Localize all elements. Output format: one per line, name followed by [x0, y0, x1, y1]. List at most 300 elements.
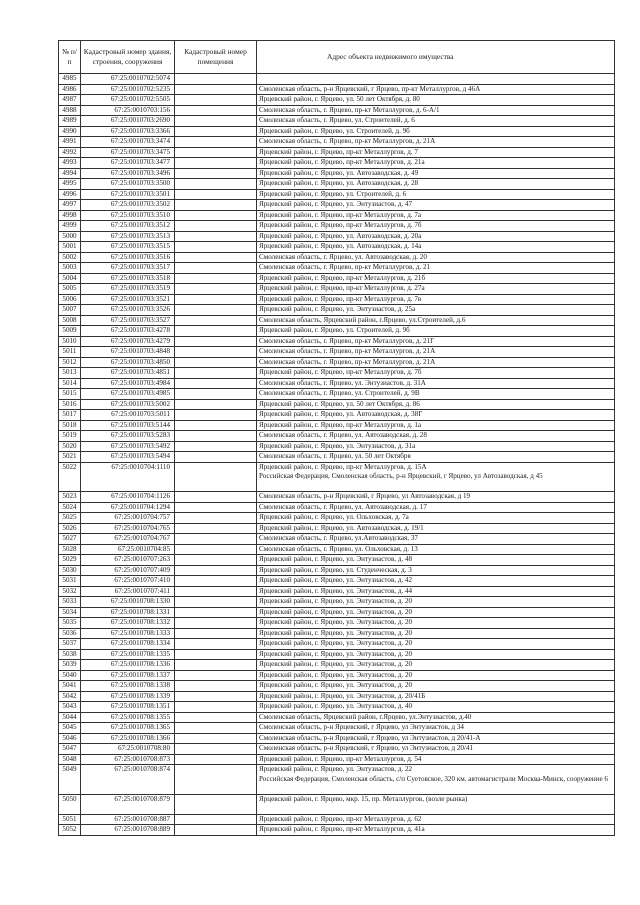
premises-cadastral-number	[175, 242, 257, 253]
object-address: Ярцевский район, г. Ярцево, ул. 50 лет Октября, д. 86	[257, 399, 615, 410]
row-number: 5002	[59, 252, 81, 263]
table-row	[59, 137, 615, 148]
building-cadastral-number: 67:25:0010703:2690	[81, 116, 175, 127]
building-cadastral-number: 67:25:0010703:3477	[81, 158, 175, 169]
row-number: 5014	[59, 378, 81, 389]
row-number: 5036	[59, 628, 81, 639]
row-number: 5040	[59, 670, 81, 681]
row-number: 5003	[59, 263, 81, 274]
premises-cadastral-number	[175, 441, 257, 452]
object-address: Смоленская область, г. Ярцево, ул.Автозаводская, 37	[257, 534, 615, 545]
table-row	[59, 765, 615, 795]
premises-cadastral-number	[175, 702, 257, 713]
object-address: Смоленская область, р-н Ярцевский, г Ярцево, ул Энтузиастов, д 34	[257, 723, 615, 734]
object-address: Ярцевский район, г. Ярцево, ул. Энтузиастов, д. 20	[257, 607, 615, 618]
premises-cadastral-number	[175, 513, 257, 524]
building-cadastral-number: 67:25:0010703:3526	[81, 305, 175, 316]
row-number: 4997	[59, 200, 81, 211]
row-number: 5026	[59, 523, 81, 534]
object-address: Ярцевский район, г. Ярцево, ул. Автозаводская, д. 38Г	[257, 410, 615, 421]
building-cadastral-number: 67:25:0010707:410	[81, 576, 175, 587]
premises-cadastral-number	[175, 263, 257, 274]
table-row	[59, 315, 615, 326]
building-cadastral-number: 67:25:0010703:3521	[81, 294, 175, 305]
row-number: 4991	[59, 137, 81, 148]
table-row	[59, 399, 615, 410]
header-building-cadastral: Кадастровый номер здания, строения, сооружения	[81, 41, 175, 74]
row-number: 5039	[59, 660, 81, 671]
object-address: Ярцевский район, г. Ярцево, ул. Энтузиастов, д. 20	[257, 681, 615, 692]
premises-cadastral-number	[175, 284, 257, 295]
premises-cadastral-number	[175, 452, 257, 463]
premises-cadastral-number	[175, 210, 257, 221]
row-number: 5020	[59, 441, 81, 452]
table-row	[59, 814, 615, 825]
object-address: Ярцевский район, г. Ярцево, пр-кт Металлургов, д. 15А Российская Федерация, Смоленская область, р-н Ярцевский, г Ярцево, ул Автозаводская, д 45	[257, 462, 615, 492]
row-number: 5041	[59, 681, 81, 692]
premises-cadastral-number	[175, 389, 257, 400]
object-address: Ярцевский район, г. Ярцево, ул. Ольховская, д. 7а	[257, 513, 615, 524]
table-header	[59, 41, 615, 74]
table-row	[59, 597, 615, 608]
row-number: 5045	[59, 723, 81, 734]
object-address: Смоленская область, г. Ярцево, ул. Автозаводская, д. 28	[257, 431, 615, 442]
building-cadastral-number: 67:25:0010703:4985	[81, 389, 175, 400]
building-cadastral-number: 67:25:0010708:1334	[81, 639, 175, 650]
table-row	[59, 357, 615, 368]
table-row	[59, 628, 615, 639]
row-number: 5047	[59, 744, 81, 755]
row-number: 5038	[59, 649, 81, 660]
premises-cadastral-number	[175, 126, 257, 137]
object-address: Смоленская область, г. Ярцево, ул. Ольховская, д. 13	[257, 544, 615, 555]
row-number: 4990	[59, 126, 81, 137]
row-number: 5001	[59, 242, 81, 253]
building-cadastral-number: 67:25:0010703:5492	[81, 441, 175, 452]
table-row	[59, 210, 615, 221]
table-row	[59, 618, 615, 629]
premises-cadastral-number	[175, 639, 257, 650]
table-row	[59, 794, 615, 814]
row-number: 5006	[59, 294, 81, 305]
row-number: 4986	[59, 84, 81, 95]
table-row	[59, 534, 615, 545]
row-number: 5048	[59, 754, 81, 765]
premises-cadastral-number	[175, 431, 257, 442]
object-address: Ярцевский район, г. Ярцево, ул. Энтузиастов, д. 20/41Б	[257, 691, 615, 702]
object-address: Смоленская область, г. Ярцево, пр-кт Металлургов, д. 21А	[257, 137, 615, 148]
object-address: Ярцевский район, г. Ярцево, ул. Энтузиастов, д. 20	[257, 618, 615, 629]
building-cadastral-number: 67:25:0010708:1336	[81, 660, 175, 671]
object-address: Смоленская область, г. Ярцево, ул. Строителей, д. 6	[257, 116, 615, 127]
building-cadastral-number: 67:25:0010708:1351	[81, 702, 175, 713]
building-cadastral-number: 67:25:0010703:3513	[81, 231, 175, 242]
building-cadastral-number: 67:25:0010703:3496	[81, 168, 175, 179]
building-cadastral-number: 67:25:0010708:1330	[81, 597, 175, 608]
building-cadastral-number: 67:25:0010703:3512	[81, 221, 175, 232]
row-number: 5013	[59, 368, 81, 379]
building-cadastral-number: 67:25:0010708:1337	[81, 670, 175, 681]
premises-cadastral-number	[175, 565, 257, 576]
table-row	[59, 670, 615, 681]
row-number: 5024	[59, 502, 81, 513]
building-cadastral-number: 67:25:0010708:1338	[81, 681, 175, 692]
building-cadastral-number: 67:25:0010703:3366	[81, 126, 175, 137]
row-number: 5028	[59, 544, 81, 555]
row-number: 5052	[59, 825, 81, 836]
row-number: 4999	[59, 221, 81, 232]
building-cadastral-number: 67:25:0010703:4279	[81, 336, 175, 347]
premises-cadastral-number	[175, 200, 257, 211]
premises-cadastral-number	[175, 754, 257, 765]
row-number: 5032	[59, 586, 81, 597]
table-row	[59, 691, 615, 702]
object-address	[257, 74, 615, 85]
building-cadastral-number: 67:25:0010707:263	[81, 555, 175, 566]
building-cadastral-number: 67:25:0010708:874	[81, 765, 175, 795]
object-address: Смоленская область, р-н Ярцевский, г Ярцево, ул Энтузиастов, д 20/41-А	[257, 733, 615, 744]
table-row	[59, 660, 615, 671]
premises-cadastral-number	[175, 420, 257, 431]
premises-cadastral-number	[175, 347, 257, 358]
object-address: Смоленская область, г. Ярцево, ул. Автозаводская, д. 17	[257, 502, 615, 513]
row-number: 5008	[59, 315, 81, 326]
row-number: 5011	[59, 347, 81, 358]
premises-cadastral-number	[175, 168, 257, 179]
table-row	[59, 189, 615, 200]
object-address: Ярцевский район, г. Ярцево, ул. Автозаводская, д. 49	[257, 168, 615, 179]
object-address: Смоленская область, г. Ярцево, пр-кт Металлургов, д. 21Г	[257, 336, 615, 347]
building-cadastral-number: 67:25:0010703:3515	[81, 242, 175, 253]
table-row	[59, 179, 615, 190]
table-row	[59, 565, 615, 576]
table-row	[59, 263, 615, 274]
premises-cadastral-number	[175, 794, 257, 814]
row-number: 5009	[59, 326, 81, 337]
row-number: 5050	[59, 794, 81, 814]
premises-cadastral-number	[175, 378, 257, 389]
building-cadastral-number: 67:25:0010703:3510	[81, 210, 175, 221]
object-address: Ярцевский район, г. Ярцево, ул. Автозаводская, д. 19/1	[257, 523, 615, 534]
object-address: Ярцевский район, г. Ярцево, пр-кт Металлургов, д. 41а	[257, 825, 615, 836]
row-number: 5046	[59, 733, 81, 744]
premises-cadastral-number	[175, 733, 257, 744]
premises-cadastral-number	[175, 628, 257, 639]
row-number: 5022	[59, 462, 81, 492]
building-cadastral-number: 67:25:0010708:1355	[81, 712, 175, 723]
row-number: 4994	[59, 168, 81, 179]
object-address: Ярцевский район, г. Ярцево, пр-кт Металлургов, д. 21а	[257, 158, 615, 169]
object-address: Смоленская область, г. Ярцево, ул. Строителей, д. 9В	[257, 389, 615, 400]
row-number: 5042	[59, 691, 81, 702]
table-row	[59, 126, 615, 137]
row-number: 5012	[59, 357, 81, 368]
table-row	[59, 754, 615, 765]
premises-cadastral-number	[175, 744, 257, 755]
header-premises-cadastral: Кадастровый номер помещения	[175, 41, 257, 74]
row-number: 5007	[59, 305, 81, 316]
table-row	[59, 544, 615, 555]
premises-cadastral-number	[175, 137, 257, 148]
premises-cadastral-number	[175, 336, 257, 347]
table-row	[59, 523, 615, 534]
building-cadastral-number: 67:25:0010708:1335	[81, 649, 175, 660]
table-row	[59, 200, 615, 211]
building-cadastral-number: 67:25:0010703:3502	[81, 200, 175, 211]
row-number: 5029	[59, 555, 81, 566]
building-cadastral-number: 67:25:0010707:409	[81, 565, 175, 576]
table-row	[59, 420, 615, 431]
object-address: Ярцевский район, г. Ярцево, ул. Автозаводская, д. 20а	[257, 231, 615, 242]
property-table	[58, 40, 615, 836]
building-cadastral-number: 67:25:0010703:4851	[81, 368, 175, 379]
object-address: Смоленская область, г. Ярцево, пр-кт Металлургов, д. 21А	[257, 347, 615, 358]
row-number: 5018	[59, 420, 81, 431]
row-number: 5019	[59, 431, 81, 442]
building-cadastral-number: 67:25:0010703:3475	[81, 147, 175, 158]
table-row	[59, 410, 615, 421]
object-address: Ярцевский район, г. Ярцево, пр-кт Металлургов, д. 1а	[257, 420, 615, 431]
building-cadastral-number: 67:25:0010703:3518	[81, 273, 175, 284]
row-number: 5027	[59, 534, 81, 545]
object-address: Смоленская область, Ярцевский район, г.Ярцево, ул.Строителей, д.6	[257, 315, 615, 326]
building-cadastral-number: 67:25:0010704:765	[81, 523, 175, 534]
table-row	[59, 84, 615, 95]
building-cadastral-number: 67:25:0010703:5494	[81, 452, 175, 463]
table-row	[59, 147, 615, 158]
object-address: Смоленская область, г. Ярцево, ул. 50 лет Октября	[257, 452, 615, 463]
premises-cadastral-number	[175, 534, 257, 545]
table-row	[59, 462, 615, 492]
premises-cadastral-number	[175, 74, 257, 85]
table-row	[59, 586, 615, 597]
object-address: Ярцевский район, г. Ярцево, пр-кт Металлургов, д. 7а	[257, 210, 615, 221]
table-row	[59, 712, 615, 723]
row-number: 5015	[59, 389, 81, 400]
row-number: 4988	[59, 105, 81, 116]
row-number: 5021	[59, 452, 81, 463]
premises-cadastral-number	[175, 712, 257, 723]
row-number: 4989	[59, 116, 81, 127]
object-address: Ярцевский район, г. Ярцево, ул. Энтузиастов, д. 31а	[257, 441, 615, 452]
row-number: 5010	[59, 336, 81, 347]
table-row	[59, 74, 615, 85]
building-cadastral-number: 67:25:0010703:4850	[81, 357, 175, 368]
object-address: Смоленская область, р-н Ярцевский, г Ярцево, ул Энтузиастов, д 20/41	[257, 744, 615, 755]
premises-cadastral-number	[175, 670, 257, 681]
object-address: Ярцевский район, г. Ярцево, ул. Энтузиастов, д. 44	[257, 586, 615, 597]
object-address: Ярцевский район, г. Ярцево, ул. Автозаводская, д. 28	[257, 179, 615, 190]
building-cadastral-number: 67:25:0010707:411	[81, 586, 175, 597]
object-address: Ярцевский район, г. Ярцево, пр-кт Металлургов, д. 7в	[257, 294, 615, 305]
table-row	[59, 825, 615, 836]
building-cadastral-number: 67:25:0010703:3501	[81, 189, 175, 200]
row-number: 5025	[59, 513, 81, 524]
table-row	[59, 639, 615, 650]
premises-cadastral-number	[175, 399, 257, 410]
row-number: 4992	[59, 147, 81, 158]
object-address: Смоленская область, р-н Ярцевский, г Ярцево, ул Автозаводская, д 19	[257, 492, 615, 503]
premises-cadastral-number	[175, 326, 257, 337]
object-address: Ярцевский район, г. Ярцево, пр-кт Металлургов, д. 27а	[257, 284, 615, 295]
object-address: Смоленская область, Ярцевский район, г.Ярцево, ул.Энтузиастов, д.40	[257, 712, 615, 723]
row-number: 5030	[59, 565, 81, 576]
premises-cadastral-number	[175, 765, 257, 795]
building-cadastral-number: 67:25:0010708:873	[81, 754, 175, 765]
row-number: 5037	[59, 639, 81, 650]
building-cadastral-number: 67:25:0010703:3517	[81, 263, 175, 274]
building-cadastral-number: 67:25:0010704:1294	[81, 502, 175, 513]
row-number: 5016	[59, 399, 81, 410]
row-number: 4993	[59, 158, 81, 169]
premises-cadastral-number	[175, 305, 257, 316]
row-number: 5023	[59, 492, 81, 503]
table-row	[59, 502, 615, 513]
premises-cadastral-number	[175, 231, 257, 242]
object-address: Смоленская область, г. Ярцево, ул. Автозаводская, д. 20	[257, 252, 615, 263]
premises-cadastral-number	[175, 691, 257, 702]
premises-cadastral-number	[175, 158, 257, 169]
table-row	[59, 158, 615, 169]
premises-cadastral-number	[175, 544, 257, 555]
premises-cadastral-number	[175, 660, 257, 671]
object-address: Ярцевский район, г. Ярцево, пр-кт Металлургов, д. 7б	[257, 221, 615, 232]
building-cadastral-number: 67:25:0010703:3500	[81, 179, 175, 190]
row-number: 5000	[59, 231, 81, 242]
premises-cadastral-number	[175, 179, 257, 190]
building-cadastral-number: 67:25:0010703:4848	[81, 347, 175, 358]
building-cadastral-number: 67:25:0010703:3516	[81, 252, 175, 263]
table-row	[59, 252, 615, 263]
table-row	[59, 242, 615, 253]
building-cadastral-number: 67:25:0010703:4278	[81, 326, 175, 337]
building-cadastral-number: 67:25:0010708:1332	[81, 618, 175, 629]
table-row	[59, 555, 615, 566]
object-address: Ярцевский район, г. Ярцево, ул. Энтузиастов, д. 47	[257, 200, 615, 211]
object-address: Смоленская область, г. Ярцево, пр-кт Металлургов, д. 6-А/1	[257, 105, 615, 116]
building-cadastral-number: 67:25:0010703:5144	[81, 420, 175, 431]
building-cadastral-number: 67:25:0010702:5074	[81, 74, 175, 85]
object-address: Ярцевский район, г. Ярцево, пр-кт Металлургов, д. 7	[257, 147, 615, 158]
object-address: Ярцевский район, г. Ярцево, ул. Энтузиастов, д. 40	[257, 702, 615, 713]
premises-cadastral-number	[175, 221, 257, 232]
building-cadastral-number: 67:25:0010708:889	[81, 825, 175, 836]
table-row	[59, 116, 615, 127]
building-cadastral-number: 67:25:0010704:85	[81, 544, 175, 555]
premises-cadastral-number	[175, 723, 257, 734]
object-address: Ярцевский район, г. Ярцево, пр-кт Металлургов, д. 7б	[257, 368, 615, 379]
object-address: Ярцевский район, г. Ярцево, ул. Энтузиастов, д. 20	[257, 670, 615, 681]
table-row	[59, 492, 615, 503]
premises-cadastral-number	[175, 315, 257, 326]
table-row	[59, 681, 615, 692]
object-address: Ярцевский район, г. Ярцево, мкр. 15, пр. Металлургов, (возле рынка)	[257, 794, 615, 814]
premises-cadastral-number	[175, 649, 257, 660]
table-row	[59, 368, 615, 379]
building-cadastral-number: 67:25:0010708:879	[81, 794, 175, 814]
building-cadastral-number: 67:25:0010703:5002	[81, 399, 175, 410]
premises-cadastral-number	[175, 357, 257, 368]
table-row	[59, 733, 615, 744]
building-cadastral-number: 67:25:0010703:156	[81, 105, 175, 116]
premises-cadastral-number	[175, 607, 257, 618]
row-number: 5044	[59, 712, 81, 723]
building-cadastral-number: 67:25:0010703:3519	[81, 284, 175, 295]
row-number: 5035	[59, 618, 81, 629]
building-cadastral-number: 67:25:0010708:80	[81, 744, 175, 755]
building-cadastral-number: 67:25:0010704:757	[81, 513, 175, 524]
object-address: Ярцевский район, г. Ярцево, ул. Энтузиастов, д. 20	[257, 639, 615, 650]
table-row	[59, 378, 615, 389]
object-address: Ярцевский район, г. Ярцево, ул. Строителей, д. 9б	[257, 326, 615, 337]
building-cadastral-number: 67:25:0010708:1339	[81, 691, 175, 702]
table-row	[59, 221, 615, 232]
object-address: Ярцевский район, г. Ярцево, ул. Энтузиастов, д. 20	[257, 660, 615, 671]
premises-cadastral-number	[175, 681, 257, 692]
object-address: Ярцевский район, г. Ярцево, ул. Студенческая, д. 3	[257, 565, 615, 576]
building-cadastral-number: 67:25:0010702:5505	[81, 95, 175, 106]
premises-cadastral-number	[175, 95, 257, 106]
building-cadastral-number: 67:25:0010704:1126	[81, 492, 175, 503]
premises-cadastral-number	[175, 586, 257, 597]
object-address: Ярцевский район, г. Ярцево, ул. Энтузиастов, д. 20	[257, 649, 615, 660]
table-row	[59, 168, 615, 179]
object-address: Ярцевский район, г. Ярцево, ул. Энтузиастов, д. 22 Российская Федерация, Смоленская область, с/п Суетовское, 320 км. автомагистрали Москва-Минск, сооружение 6	[257, 765, 615, 795]
building-cadastral-number: 67:25:0010708:1366	[81, 733, 175, 744]
premises-cadastral-number	[175, 825, 257, 836]
table-row	[59, 231, 615, 242]
premises-cadastral-number	[175, 492, 257, 503]
object-address: Ярцевский район, г. Ярцево, ул. Строителей, д. 9б	[257, 126, 615, 137]
object-address: Ярцевский район, г. Ярцево, ул. Энтузиастов, д. 42	[257, 576, 615, 587]
row-number: 5051	[59, 814, 81, 825]
premises-cadastral-number	[175, 105, 257, 116]
table-row	[59, 441, 615, 452]
object-address: Смоленская область, г. Ярцево, пр-кт Металлургов, д. 21	[257, 263, 615, 274]
premises-cadastral-number	[175, 576, 257, 587]
table-row	[59, 294, 615, 305]
object-address: Ярцевский район, г. Ярцево, пр-кт Металлургов, д. 62	[257, 814, 615, 825]
property-register-sheet	[58, 40, 614, 836]
premises-cadastral-number	[175, 618, 257, 629]
table-row	[59, 607, 615, 618]
premises-cadastral-number	[175, 252, 257, 263]
object-address: Ярцевский район, г. Ярцево, ул. 50 лет Октября, д. 80	[257, 95, 615, 106]
premises-cadastral-number	[175, 147, 257, 158]
row-number: 4998	[59, 210, 81, 221]
table-body	[59, 74, 615, 836]
table-row	[59, 576, 615, 587]
object-address: Ярцевский район, г. Ярцево, ул. Энтузиастов, д. 48	[257, 555, 615, 566]
table-row	[59, 326, 615, 337]
building-cadastral-number: 67:25:0010703:3527	[81, 315, 175, 326]
table-row	[59, 702, 615, 713]
premises-cadastral-number	[175, 189, 257, 200]
row-number: 5017	[59, 410, 81, 421]
object-address: Смоленская область, г. Ярцево, ул. Энтузиастов, д. 31А	[257, 378, 615, 389]
building-cadastral-number: 67:25:0010703:4984	[81, 378, 175, 389]
premises-cadastral-number	[175, 814, 257, 825]
table-row	[59, 347, 615, 358]
table-row	[59, 336, 615, 347]
building-cadastral-number: 67:25:0010703:3474	[81, 137, 175, 148]
table-row	[59, 305, 615, 316]
building-cadastral-number: 67:25:0010708:1333	[81, 628, 175, 639]
object-address: Ярцевский район, г. Ярцево, ул. Энтузиастов, д. 20	[257, 628, 615, 639]
object-address: Ярцевский район, г. Ярцево, пр-кт Металлургов, д. 21б	[257, 273, 615, 284]
row-number: 4995	[59, 179, 81, 190]
row-number: 5005	[59, 284, 81, 295]
